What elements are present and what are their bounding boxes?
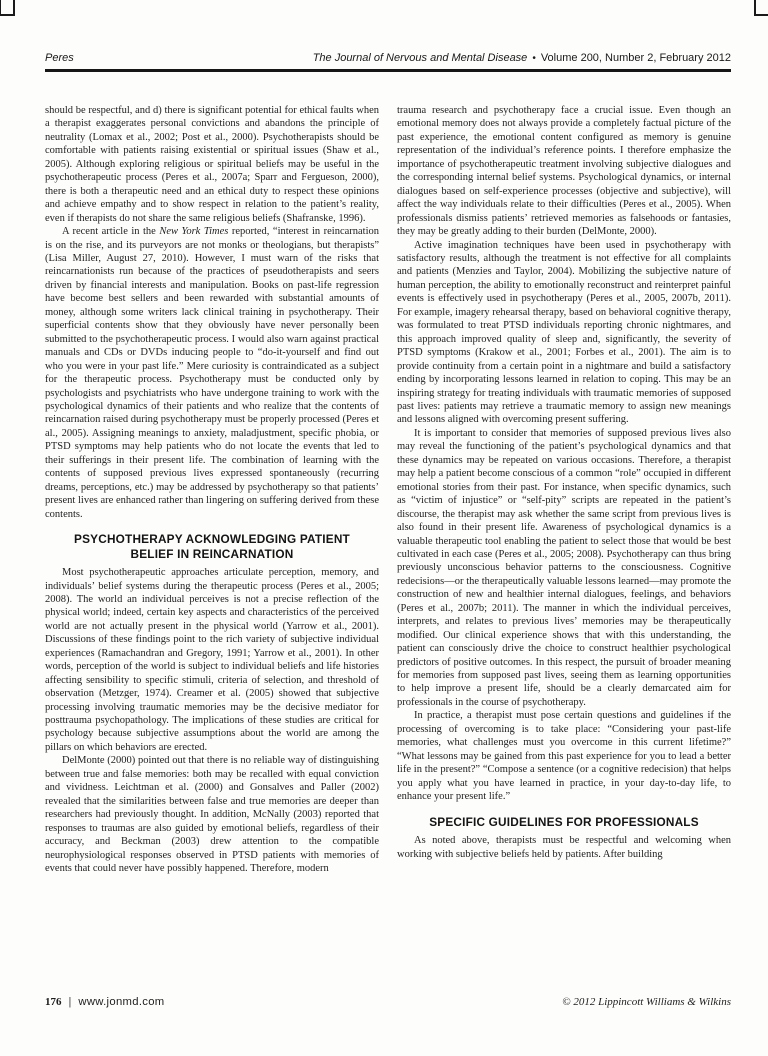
copyright-notice: © 2012 Lippincott Williams & Wilkins (562, 996, 731, 1008)
journal-website-link[interactable]: www.jonmd.com (78, 996, 165, 1008)
left-column (45, 104, 379, 998)
crop-mark-top-left (0, 0, 15, 16)
text-run: It is important to consider that memories of supposed previous lives also may reveal the functioning of the patient’s psychological dynamics and that these dynamics may be repeated on various occasions. Therefore, a therapist may help a patient become conscious of a common “role” occupied in different emotional stories from their past. For instance, when specific dynamics, such as “victim of injustice” or “self-pity” scripts are repeated in the patient’s discourse, the therapist may ask whether the same script from previous lives is also found in their present life. Awareness of psychological dynamics is a valuable therapeutic tool enabling the patient to select those that would be best cultivated in each case (Peres et al., 2005; 2008). Psychotherapy can thus bring previously unconscious behavior patterns to the consciousness. Cognitive redecisions—or the therapeutically valuable lessons learned—may promote the construction of new and healthier internal dialogues, feelings, and behaviors (Peres et al., 2007b; 2011). The manner in which the individual perceives, interprets, and relates to previous lives’ memories may be therapeutically modified. Our clinical experience shows that with this understanding, the patient can consciously drive the choice to construct healthier psychological predictors of positive outcomes. In this respect, the pursuit of broader meaning for memories from supposed past lives, seeing them as learning opportunities to help improve a present life, should be a clearly demarcated aim for professionals in the course of psychotherapy. (397, 427, 731, 708)
section-heading (397, 815, 731, 830)
text-run: As noted above, therapists must be respectful and welcoming when working with subjective beliefs held by patients. After building (397, 835, 731, 860)
body-paragraph (397, 834, 731, 861)
running-head-author: Peres (45, 52, 74, 64)
footer-divider: | (68, 996, 72, 1008)
text-run: reported, “interest in reincarnation is on the rise, and its purveyors are not monks or theologians, but therapists” (Lisa Miller, August 27, 2010). However, I must warn of the risks that reincarnationists run because of the practices of pseudotherapists and seers driven by financial interests and manipulation. Books on past-life regression have become best sellers and been rewarded with substantial amounts of money, although some writers lack clinical training in psychotherapy. Their superficial contents show that they obviously have never personally been submitted to the psychotherapeutic process. I would also warn against practical manuals and CDs or DVDs inducing people to “do-it-yourself and find out who you were in your past life.” Mere curiosity is contraindicated as a subject for the therapeutic process. Psychotherapy must be conducted only by psychologists and psychiatrists who have undergone training to work with the psychological dynamics of their patients and who realize that the contents of reincarnation raised during psychotherapy must be properly processed (Peres et al., 2005). Assigning meanings to anxiety, maladjustment, specific phobia, or PTSD symptoms may help patients who do not locate the events that led to their sufferings in their present life. The combination of learning with the contents of supposed previous lives expressed spontaneously (recurring dreams, perceptions, etc.) may be addressed by psychotherapy so that patients’ present lives are enhanced rather than lingering on suffering derived from these contents. (45, 226, 380, 520)
right-column (397, 104, 731, 998)
article-body (45, 104, 731, 998)
text-run: In practice, a therapist must pose certain questions and guidelines if the processing of overcoming is to take place: “Considering your past-life memories, what challenges must you overcome in this current lifetime?” “What lessons may be gained from this past experience for you to lead a better life in the present?” “Compose a sentence (or a cognitive redecision) that helps you apply what you have learned in practice, in your day-to-day life, to enhance your present life.” (397, 710, 731, 803)
header-rule (45, 69, 731, 72)
page-number: 176 (45, 996, 62, 1008)
text-run: should be respectful, and d) there is significant potential for ethical faults when a therapist exaggerates personal convictions and abandons the principle of neutrality (Lomax et al., 2002; Post et al., 2000). Psychotherapists should be comfortable with patients raising existential or spiritual issues (Shaw et al., 2005). Although exploring religious or spiritual beliefs may be useful in the psychotherapeutic process (Peres et al., 2007a; Sparr and Fergueson, 2000), there is both a therapeutic need and an ethical duty to respect these opinions and achieve empathy and to show respect in relation to the patient’s reality, even if therapists do not share the same religious beliefs (Shafranske, 1996). (45, 105, 379, 224)
text-run: Most psychotherapeutic approaches articulate perception, memory, and individuals’ belief systems during the therapeutic process (Peres et al., 2005; 2008). The world an individual perceives is not a precise reflection of the physical world; indeed, certain key aspects and characteristics of the perceived world are not actually present in the physical world (Yarrow et al., 2001). Discussions of these findings point to the rich variety of subjective individual experiences (Ramachandran and Gregory, 1991; Yarrow et al., 2001). In other words, perception of the world is subject to individual beliefs and life histories affecting sensibility to specific stimuli, criteria of selection, and threshold of observation (Metzger, 1974). Creamer et al. (2005) showed that subjective processing involving traumatic memories may be the decisive mediator for posttrauma psychopathology. The implications of these studies are critical for psychology because subjective assumptions about the world are among the pillars on which behaviors are erected. (45, 567, 379, 753)
crop-mark-top-right (754, 0, 768, 16)
page-footer (45, 996, 731, 1008)
body-paragraph (45, 566, 379, 754)
section-heading-line: BELIEF IN REINCARNATION (130, 546, 294, 561)
journal-title: The Journal of Nervous and Mental Disease (312, 52, 528, 64)
bullet-separator: • (532, 53, 536, 64)
body-paragraph (45, 754, 379, 875)
issue-info: Volume 200, Number 2, February 2012 (540, 52, 731, 64)
body-paragraph (45, 225, 379, 521)
italic-text-run: New York Times (159, 226, 229, 238)
body-paragraph (45, 104, 379, 225)
footer-left (45, 996, 165, 1008)
text-run: A recent article in the (62, 226, 160, 238)
body-paragraph (397, 239, 731, 427)
body-paragraph (397, 709, 731, 803)
running-head-journal-line (313, 52, 731, 65)
section-heading-line: SPECIFIC GUIDELINES FOR PROFESSIONALS (429, 814, 699, 829)
section-heading (45, 532, 379, 561)
body-paragraph (397, 104, 731, 239)
text-run: Active imagination techniques have been used in psychotherapy with satisfactory results, although the treatment is not effective for all complaints and patients (Menzies and Taylor, 2004). Mobilizing the subjective nature of human perception, the ability to emotionally reconstruct and reinterpret painful events is effectively used in psychotherapy (Peres et al., 2005, 2007b, 2011). For example, imagery rehearsal therapy, based on behavioral cognitive therapy, was formulated to treat PTSD individuals reporting chronic nightmares, and this approach improved quality of sleep and, significantly, the severity of PTSD symptoms (Krakow et al., 2001; Forbes et al., 2001). The aim is to provide continuity from a certain point in a nightmare and build a satisfactory ending by incorporating lessons learned in relation to coping. This may be an inspiring strategy for treating individuals with traumatic memories of supposed past lives: patients may retrieve a traumatic memory to assign new meanings and lessons aligned with overcoming present suffering. (397, 239, 731, 426)
section-heading-line: PSYCHOTHERAPY ACKNOWLEDGING PATIENT (74, 532, 350, 547)
text-run: DelMonte (2000) pointed out that there is no reliable way of distinguishing between true and false memories: both may be recalled with equal conviction and vividness. Leichtman et al. (2000) and Gonsalves and Paller (2002) revealed that the similarities between false and true memories are deeper than researchers had previously thought. In addition, McNally (2003) reported that responses to traumas are also guided by emotional beliefs, regardless of their accuracy, and Beckman (2003) drew attention to the compatible neurophysiological responses observed in PTSD patients with memories of events that could never have possibly happened. Therefore, modern (45, 755, 379, 875)
running-header (45, 52, 731, 65)
body-paragraph (397, 427, 731, 710)
text-run: trauma research and psychotherapy face a crucial issue. Even though an emotional memory does not always provide a completely factual picture of the past experience, the emotional content configured as memory is genuine representation of the individual’s reference points. I therefore emphasize the importance of psychotherapeutic treatment involving subjective dialogues and the corresponding internal belief systems. Psychological dynamics, or internal dialogues based on self-experience processes (objective and subjective), will affect the way individuals relate to their difficulties (Peres et al., 2005). When professionals dismiss patients’ retrieved memories as falsehoods or fantasies, they may be greatly adding to their burden (DelMonte, 2000). (397, 105, 731, 238)
